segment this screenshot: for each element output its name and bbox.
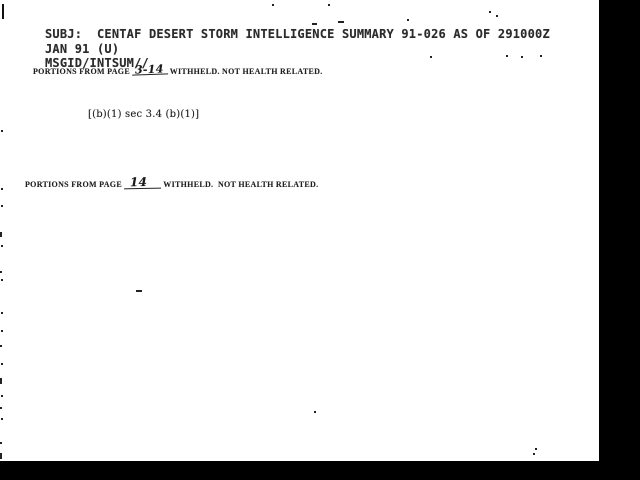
scan-noise-speck xyxy=(314,411,316,413)
scan-noise-speck xyxy=(506,55,508,57)
subject-line: SUBJ: CENTAF DESERT STORM INTELLIGENCE SUMMARY 91-026 AS OF 291000Z xyxy=(45,27,550,41)
scan-noise-speck xyxy=(1,418,3,420)
scan-noise-speck xyxy=(535,448,537,450)
scan-noise-speck xyxy=(533,453,535,455)
scan-noise-speck xyxy=(136,290,142,292)
withheld-note-2 xyxy=(25,174,319,190)
scan-noise-speck xyxy=(1,188,3,190)
scan-noise-speck xyxy=(1,130,3,132)
scan-noise-speck xyxy=(521,56,523,58)
scan-noise-speck xyxy=(1,330,3,332)
scan-noise-speck xyxy=(0,271,2,273)
scan-noise-speck xyxy=(430,56,432,58)
scan-noise-speck xyxy=(272,4,274,6)
scanner-bed-bottom-edge xyxy=(0,461,640,480)
withheld-note-2-suffix: WITHHELD. NOT HEALTH RELATED. xyxy=(163,180,319,189)
withheld-note-1-prefix: PORTIONS FROM PAGE xyxy=(33,67,130,76)
msgid-line: MSGID/INTSUM// xyxy=(45,56,149,70)
withheld-note-1-handwritten-pages: 3-14 xyxy=(132,64,168,75)
scan-noise-speck xyxy=(1,395,3,397)
scan-noise-speck xyxy=(328,4,330,6)
scan-noise-speck xyxy=(0,345,2,347)
scan-noise-speck xyxy=(0,453,2,459)
scan-noise-speck xyxy=(1,312,3,314)
scan-noise-speck xyxy=(496,15,498,17)
withheld-note-2-handwritten-pages: 14 xyxy=(124,178,161,190)
scan-noise-speck xyxy=(1,245,3,247)
scan-noise-speck xyxy=(338,21,344,23)
scan-noise-speck xyxy=(0,407,2,409)
scan-noise-speck xyxy=(1,363,3,365)
scan-noise-speck xyxy=(312,23,317,25)
scan-edge-mark xyxy=(2,4,4,19)
date-line: JAN 91 (U) xyxy=(45,42,120,56)
redaction-exemption-code: [(b)(1) sec 3.4 (b)(1)] xyxy=(88,109,200,120)
scan-noise-speck xyxy=(1,279,3,281)
scan-noise-speck xyxy=(0,378,2,384)
withheld-note-2-prefix: PORTIONS FROM PAGE xyxy=(25,180,122,189)
scan-noise-speck xyxy=(1,205,3,207)
scan-noise-speck xyxy=(407,19,409,21)
scanner-bed-right-edge xyxy=(599,0,640,480)
scan-noise-speck xyxy=(540,55,542,57)
withheld-note-1-suffix: WITHHELD. NOT HEALTH RELATED. xyxy=(169,67,323,76)
scan-noise-speck xyxy=(489,11,491,13)
scan-noise-speck xyxy=(0,232,2,237)
scan-noise-speck xyxy=(0,442,2,444)
